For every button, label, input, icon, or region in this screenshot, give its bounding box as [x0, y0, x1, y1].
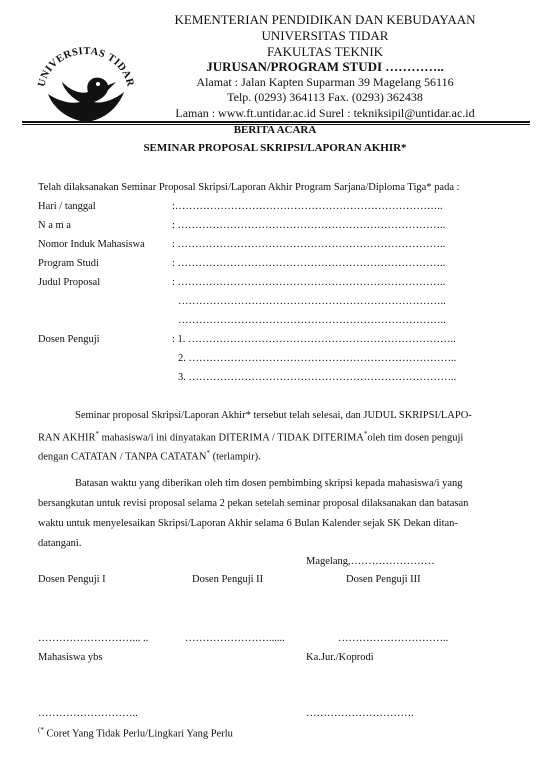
footnote-mark: (* [38, 726, 44, 734]
nim-label: Nomor Induk Mahasiswa [38, 239, 145, 250]
name-field[interactable]: : ………………………………………………………………….. [172, 220, 446, 231]
footnote [38, 726, 233, 740]
judul-label: Judul Proposal [38, 277, 101, 288]
footnote-star: * [95, 430, 99, 438]
dosen-penguji-3-field[interactable]: 3. ………………………………………………………………….. [178, 372, 457, 383]
kajur-signature[interactable]: …………………………. [306, 708, 414, 719]
website-email: Laman : www.ft.untidar.ac.id Surel : tekniksipil@untidar.ac.id [175, 106, 475, 120]
document-subtitle: SEMINAR PROPOSAL SKRIPSI/LAPORAN AKHIR* [143, 142, 407, 154]
judul-field-line3[interactable]: ………………………………………………………………….. [178, 315, 446, 326]
paragraph1-status: mahasiswa/i ini dinyatakan DITERIMA / TIDAK DITERIMA [98, 432, 364, 444]
university-logo [30, 42, 142, 132]
logo-text: UNIVERSITAS TIDAR [36, 45, 136, 88]
penguji-3-signature[interactable]: ………………………….. [338, 633, 449, 644]
footnote-text: Coret Yang Tidak Perlu/Lingkari Yang Perlu [46, 728, 233, 740]
place-date[interactable]: Magelang,…………………… [306, 556, 435, 567]
university-name: UNIVERSITAS TIDAR [261, 28, 389, 43]
header-divider [22, 121, 530, 123]
footnote-star: * [206, 449, 210, 457]
paragraph2-line3: waktu untuk menyelesaikan Skripsi/Laporan Akhir selama 6 Bulan Kalender sejak SK Dekan ditan- [38, 518, 458, 529]
footnote-star: * [363, 430, 368, 438]
date-label: Hari / tanggal [38, 201, 96, 212]
nim-field[interactable]: : ………………………………………………………………….. [172, 239, 446, 250]
paragraph1-by-team: oleh tim dosen penguji [367, 432, 464, 444]
paragraph1-ran-akhir: RAN AKHIR [38, 432, 96, 444]
dosen-penguji-1-field[interactable]: : 1. ………………………………………………………………….. [172, 334, 456, 345]
kajur-title: Ka.Jur./Koprodi [306, 652, 374, 663]
dosen-penguji-2-field[interactable]: 2. ………………………………………………………………….. [178, 353, 457, 364]
paragraph2-line1: Batasan waktu yang diberikan oleh tim dosen pembimbing skripsi kepada mahasiswa/i yang [75, 478, 463, 489]
paragraph1-line1: Seminar proposal Skripsi/Laporan Akhir* tersebut telah selesai, dan JUDUL SKRIPSI/LAPO- [75, 410, 472, 421]
judul-field-line2[interactable]: ………………………………………………………………….. [178, 296, 446, 307]
address: Alamat : Jalan Kapten Suparman 39 Magelang 56116 [196, 75, 454, 89]
paragraph1-catatan: dengan CATATAN / TANPA CATATAN [38, 451, 207, 463]
prodi-label: Program Studi [38, 258, 99, 269]
paragraph2-line2: bersangkutan untuk revisi proposal selama 2 pekan setelah seminar proposal dilaksanakan dan batasan [38, 498, 469, 509]
paragraph1-attached: (terlampir). [209, 451, 261, 463]
dosen-label: Dosen Penguji [38, 334, 100, 345]
penguji-1-title: Dosen Penguji I [38, 574, 106, 585]
penguji-2-title: Dosen Penguji II [192, 574, 264, 585]
mahasiswa-signature[interactable]: ……………………….. [38, 708, 138, 719]
paragraph1-line3 [38, 449, 261, 463]
paragraph2-line4: datangani. [38, 538, 82, 549]
intro-text: Telah dilaksanakan Seminar Proposal Skripsi/Laporan Akhir Program Sarjana/Diploma Tiga* pada : [38, 182, 460, 193]
penguji-2-signature[interactable]: ……………………...... [185, 633, 285, 644]
penguji-1-signature[interactable]: ………………………... .. [38, 633, 149, 644]
prodi-field[interactable]: : ………………………………………………………………….. [172, 258, 446, 269]
document-title: BERITA ACARA [233, 124, 317, 136]
department-name: JURUSAN/PROGRAM STUDI ………….. [206, 59, 444, 74]
svg-text:UNIVERSITAS TIDAR [36, 46, 135, 88]
mahasiswa-title: Mahasiswa ybs [38, 652, 103, 663]
name-label: N a m a [38, 220, 71, 231]
judul-field[interactable]: : ………………………………………………………………….. [172, 277, 446, 288]
phone-fax: Telp. (0293) 364113 Fax. (0293) 362438 [227, 90, 423, 104]
date-field[interactable]: :………………………………………………………………….. [172, 201, 443, 212]
penguji-3-title: Dosen Penguji III [346, 574, 421, 585]
faculty-name: FAKULTAS TEKNIK [266, 44, 384, 59]
ministry-name: KEMENTERIAN PENDIDIKAN DAN KEBUDAYAAN [174, 12, 476, 27]
paragraph1-line2 [38, 430, 463, 444]
